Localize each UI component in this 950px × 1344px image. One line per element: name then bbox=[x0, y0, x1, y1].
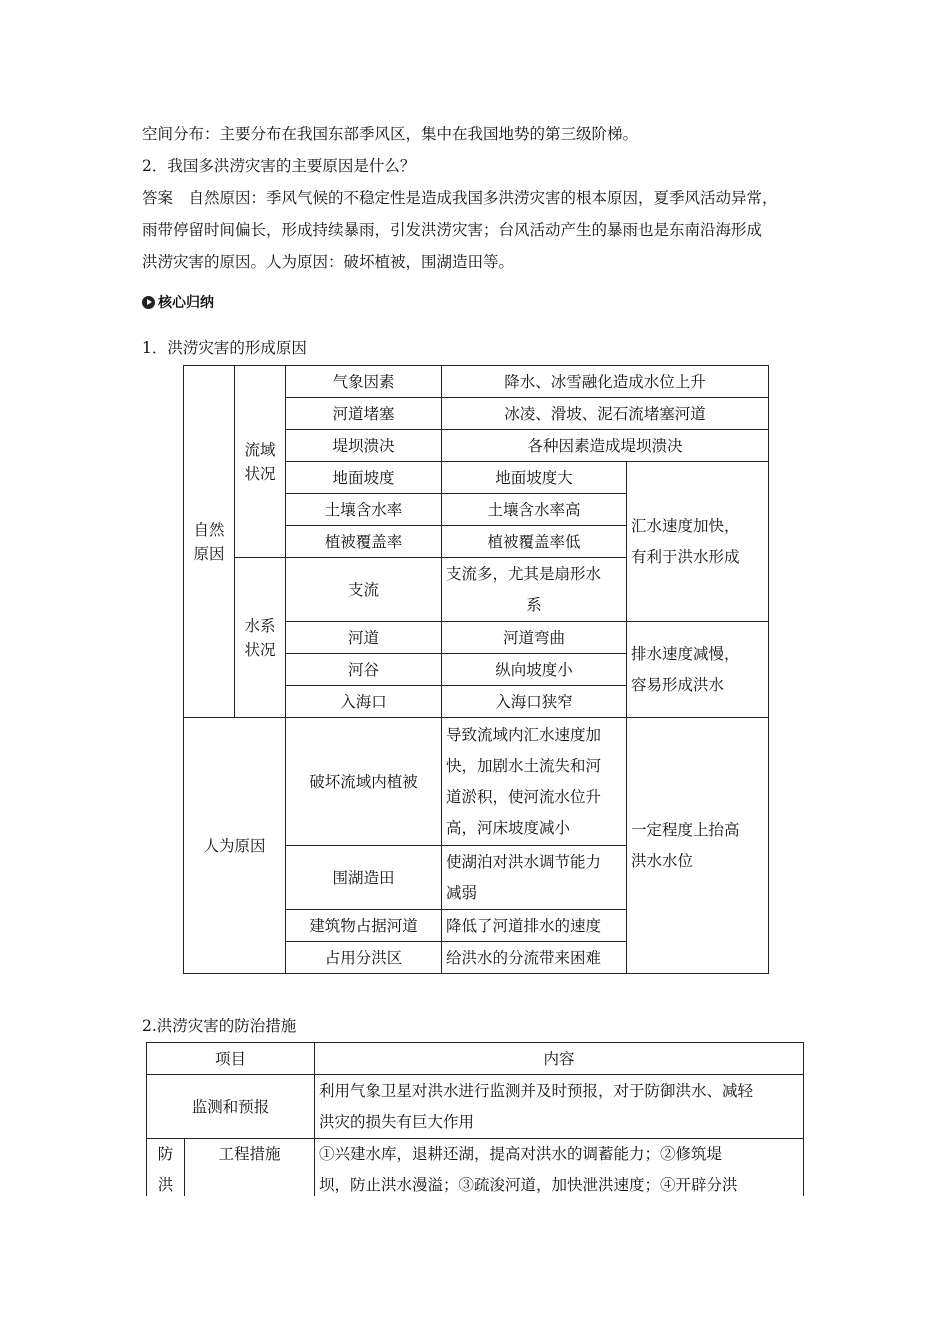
detail-cell: 降水、冰雪融化造成水位上升 bbox=[442, 366, 769, 398]
factor-cell: 地面坡度 bbox=[286, 462, 442, 494]
natural-cause-cell: 自然 原因 bbox=[184, 366, 235, 718]
detail-cell: 各种因素造成堤坝溃决 bbox=[442, 430, 769, 462]
factor-cell: 河谷 bbox=[286, 654, 442, 686]
factor-cell: 植被覆盖率 bbox=[286, 526, 442, 558]
detail-cell: 冰凌、滑坡、泥石流堵塞河道 bbox=[442, 398, 769, 430]
detail-cell: 给洪水的分流带来困难 bbox=[442, 942, 627, 974]
header-content-cell: 内容 bbox=[315, 1043, 804, 1075]
detail-cell: 纵向坡度小 bbox=[442, 654, 627, 686]
detail-cell: 入海口狭窄 bbox=[442, 686, 627, 718]
intro-line-1: 空间分布：主要分布在我国东部季风区，集中在我国地势的第三级阶梯。 bbox=[142, 125, 639, 143]
effect-collect-cell: 汇水速度加快， 有利于洪水形成 bbox=[627, 462, 769, 622]
factor-cell: 破坏流域内植被 bbox=[286, 718, 442, 846]
engineering-content-cell: ①兴建水库，退耕还湖，提高对洪水的调蓄能力；②修筑堤 坝，防止洪水漫溢；③疏浚河道，加快泄洪速度；④开辟分洪 bbox=[315, 1139, 804, 1197]
prevention-measures-table bbox=[146, 1042, 804, 1196]
factor-cell: 入海口 bbox=[286, 686, 442, 718]
detail-cell: 使湖泊对洪水调节能力 减弱 bbox=[442, 846, 627, 910]
factor-cell: 气象因素 bbox=[286, 366, 442, 398]
factor-cell: 建筑物占据河道 bbox=[286, 910, 442, 942]
intro-paragraph bbox=[142, 118, 822, 278]
factor-cell: 支流 bbox=[286, 558, 442, 622]
engineering-cell: 工程措施 bbox=[185, 1139, 315, 1197]
monitor-content-cell: 利用气象卫星对洪水进行监测并及时预报，对于防御洪水、减轻 洪灾的损失有巨大作用 bbox=[315, 1075, 804, 1139]
basin-condition-cell: 流域 状况 bbox=[235, 366, 286, 558]
factor-cell: 围湖造田 bbox=[286, 846, 442, 910]
section-heading-text: 核心归纳 bbox=[158, 295, 214, 311]
monitor-cell: 监测和预报 bbox=[147, 1075, 315, 1139]
question-2: 2．我国多洪涝灾害的主要原因是什么？ bbox=[142, 157, 416, 175]
answer-line-2: 雨带停留时间偏长，形成持续暴雨，引发洪涝灾害；台风活动产生的暴雨也是东南沿海形成 bbox=[142, 221, 763, 239]
detail-cell: 土壤含水率高 bbox=[442, 494, 627, 526]
prevention-table-clip bbox=[146, 1042, 806, 1196]
detail-cell: 河道弯曲 bbox=[442, 622, 627, 654]
water-system-cell: 水系 状况 bbox=[235, 558, 286, 718]
detail-cell: 地面坡度大 bbox=[442, 462, 627, 494]
factor-cell: 堤坝溃决 bbox=[286, 430, 442, 462]
detail-cell: 导致流域内汇水速度加 快，加剧水土流失和河 道淤积，使河流水位升 高，河床坡度减小 bbox=[442, 718, 627, 846]
effect-drain-cell: 排水速度减慢， 容易形成洪水 bbox=[627, 622, 769, 718]
answer-line-1: 答案 自然原因：季风气候的不稳定性是造成我国多洪涝灾害的根本原因，夏季风活动异常， bbox=[142, 189, 778, 207]
detail-cell: 植被覆盖率低 bbox=[442, 526, 627, 558]
factor-cell: 河道堵塞 bbox=[286, 398, 442, 430]
table2-caption: 2.洪涝灾害的防治措施 bbox=[142, 1017, 297, 1035]
header-item-cell: 项目 bbox=[147, 1043, 315, 1075]
formation-causes-table bbox=[183, 365, 769, 974]
play-bullet-icon bbox=[142, 296, 155, 309]
flood-prevention-cell: 防 洪 bbox=[147, 1139, 185, 1197]
detail-cell: 降低了河道排水的速度 bbox=[442, 910, 627, 942]
effect-human-cell: 一定程度上抬高 洪水水位 bbox=[627, 718, 769, 974]
factor-cell: 土壤含水率 bbox=[286, 494, 442, 526]
answer-line-3: 洪涝灾害的原因。人为原因：破坏植被，围湖造田等。 bbox=[142, 253, 515, 271]
factor-cell: 占用分洪区 bbox=[286, 942, 442, 974]
section-heading bbox=[142, 292, 214, 312]
human-cause-cell: 人为原因 bbox=[184, 718, 286, 974]
detail-cell: 支流多，尤其是扇形水 系 bbox=[442, 558, 627, 622]
table1-caption: 1．洪涝灾害的形成原因 bbox=[142, 339, 307, 357]
factor-cell: 河道 bbox=[286, 622, 442, 654]
